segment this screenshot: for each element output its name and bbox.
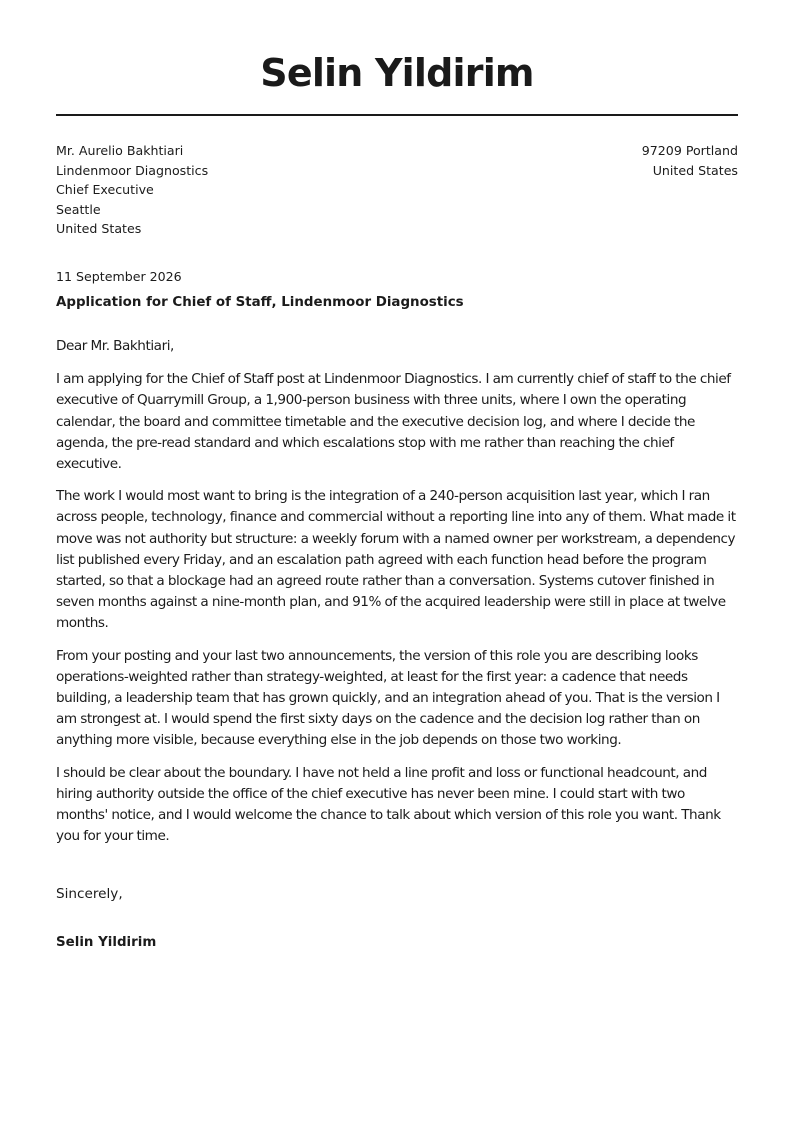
body-paragraph: The work I would most want to bring is the integration of a 240-person acquisition last year, which I ran across people, technology, finance and commercial without a reporting line into any of them. What made it move was not authority but structure: a weekly forum with a named owner per workstream, a dependency list published every Friday, and an escalation path agreed with each function head before the program started, so that a blockage had an agreed route rather than a conversation. Systems cutover finished in seven months against a nine-month plan, and 91% of the acquired leadership were still in place at twelve months. — [56, 488, 736, 632]
recipient-address — [56, 141, 208, 239]
letter-subject: Application for Chief of Staff, Lindenmoor Diagnostics — [56, 295, 464, 310]
header-divider — [56, 114, 738, 116]
recipient-country: United States — [56, 221, 142, 237]
sender-city-line: 97209 Portland — [641, 143, 738, 158]
sender-address — [642, 141, 738, 180]
applicant-name: Selin Yildirim — [260, 51, 534, 95]
body-paragraph: I am applying for the Chief of Staff post at Lindenmoor Diagnostics. I am currently chief of staff to the chief executive of Quarrymill Group, a 1,900-person business with three units, where I own the operating calendar, the board and committee timetable and the executive decision log, and where I decide the agenda, the pre-read standard and which escalations stop with me rather than reaching the chief executive. — [56, 371, 731, 473]
letter-date: 11 September 2026 — [56, 269, 182, 284]
letter-page — [56, 0, 738, 1123]
recipient-name: Mr. Aurelio Bakhtiari — [56, 143, 184, 158]
signature-name: Selin Yildirim — [56, 935, 157, 950]
salutation: Dear Mr. Bakhtiari, — [56, 338, 174, 354]
sender-country: United States — [652, 162, 738, 178]
closing: Sincerely, — [56, 886, 123, 902]
recipient-title: Chief Executive — [56, 182, 154, 198]
body-paragraph: From your posting and your last two announcements, the version of this role you are describing looks operations-weighted rather than strategy-weighted, at least for the first year: a cadence that needs building, a leadership team that has grown quickly, and an integration ahead of you. That is the version I am strongest at. I would spend the first sixty days on the cadence and the decision log rather than on anything more visible, because everything else in the job depends on those two working. — [56, 647, 720, 749]
letter-body — [56, 336, 738, 858]
body-paragraph: I should be clear about the boundary. I have not held a line profit and loss or functional headcount, and hiring authority outside the office of the chief executive has never been mine. I could start with two months' notice, and I would welcome the chance to talk about which version of this role you want. Thank you for your time. — [56, 764, 721, 845]
recipient-company: Lindenmoor Diagnostics — [56, 162, 209, 178]
recipient-city: Seattle — [56, 201, 101, 217]
